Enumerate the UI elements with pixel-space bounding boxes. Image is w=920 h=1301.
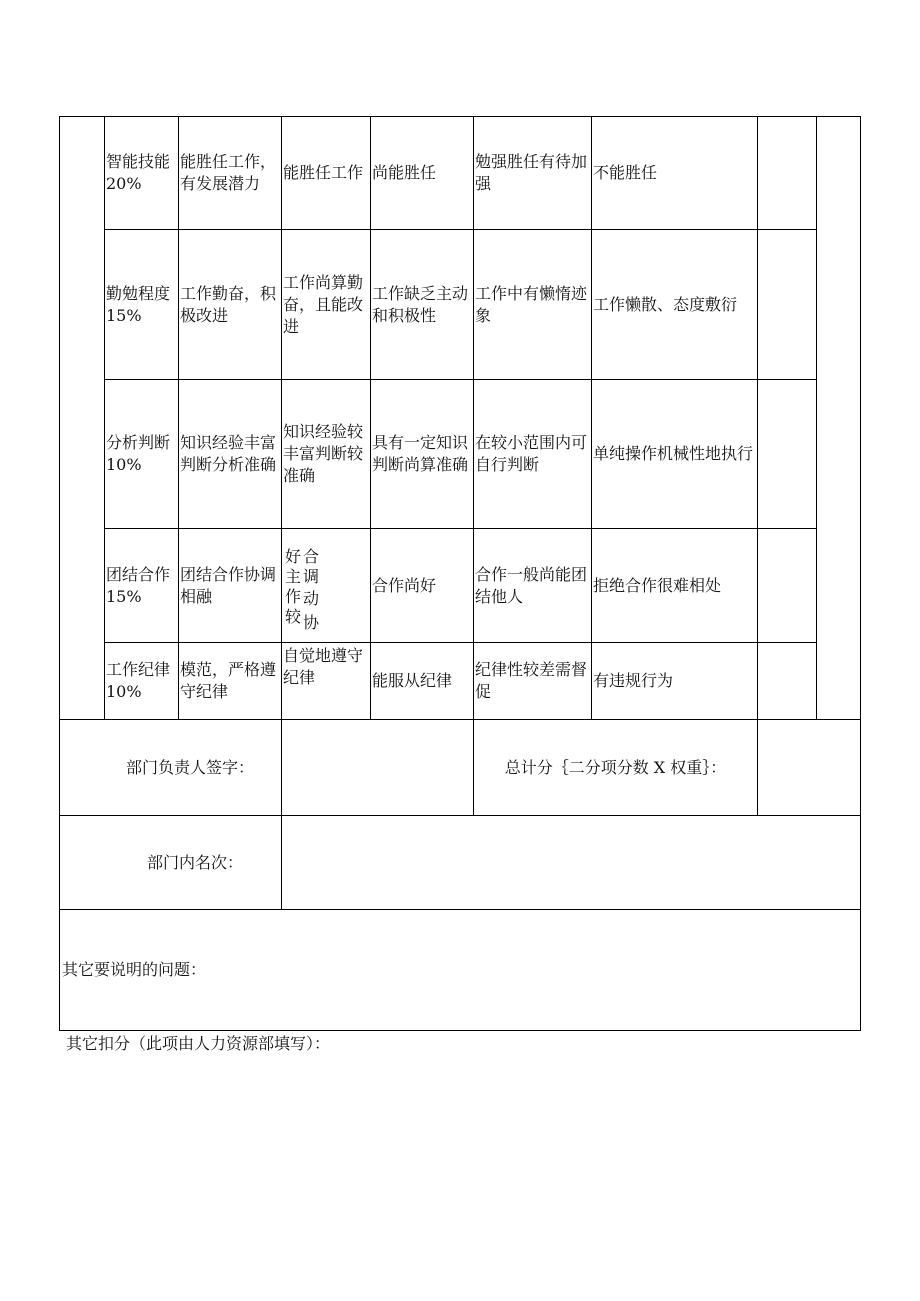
total-score-label-cell xyxy=(474,720,757,815)
scrambled-char: 合 xyxy=(303,547,320,566)
grade-fair-text: 工作缺乏主动和积极性 xyxy=(372,283,469,325)
category-cell xyxy=(106,117,176,229)
grade-cell xyxy=(180,117,278,229)
grade-excellent-text: 模范，严格遵守纪律 xyxy=(180,660,277,701)
grade-fail-text: 单纯操作机械性地执行 xyxy=(593,444,754,463)
dept-rank-label-cell xyxy=(60,816,280,909)
category-label: 工作纪律 10% xyxy=(106,660,171,701)
grade-cell-scrambled xyxy=(283,547,367,642)
grade-poor-text: 合作一般尚能团结他人 xyxy=(475,564,588,606)
grade-cell xyxy=(593,643,753,719)
grade-cell xyxy=(180,380,278,528)
grade-cell xyxy=(283,230,367,379)
grade-cell xyxy=(372,529,470,642)
grade-cell xyxy=(475,529,589,642)
scrambled-char: 作 xyxy=(285,587,302,606)
other-deductions-label: 其它扣分（此项由人力资源部填写）： xyxy=(66,1034,331,1053)
scrambled-char: 调 xyxy=(303,567,320,586)
grade-cell xyxy=(593,529,753,642)
grade-cell xyxy=(593,230,753,379)
grade-cell xyxy=(475,380,589,528)
grade-cell xyxy=(475,117,589,229)
grade-cell xyxy=(180,529,278,642)
grade-poor-text: 纪律性较差需督促 xyxy=(475,660,588,701)
rule-col-d xyxy=(370,116,371,720)
grade-fair-text: 具有一定知识判断尚算准确 xyxy=(372,433,469,474)
grade-poor-text: 工作中有懒惰迹象 xyxy=(475,283,588,325)
manager-sign-field[interactable] xyxy=(282,720,472,815)
scrambled-char: 主 xyxy=(285,567,302,586)
grade-good-text: 知识经验较丰富判断较准确 xyxy=(283,422,364,485)
grade-fail-text: 有违规行为 xyxy=(593,671,674,690)
category-cell xyxy=(106,529,176,642)
grade-fair-text: 合作尚好 xyxy=(372,575,437,595)
rule-col-b xyxy=(178,116,179,720)
other-deductions-note xyxy=(66,1033,666,1057)
grade-cell xyxy=(372,117,470,229)
grade-excellent-text: 团结合作协调相融 xyxy=(180,564,277,606)
total-score-label: 总计分｛二分项分数 X 权重｝： xyxy=(504,757,727,777)
rule-col-c xyxy=(281,116,282,816)
dept-rank-label: 部门内名次： xyxy=(146,852,243,872)
other-issues-label: 其它要说明的问题： xyxy=(62,960,207,979)
rule-bottom xyxy=(59,1030,861,1031)
category-label: 分析判断 10% xyxy=(106,433,171,474)
grade-cell xyxy=(593,380,753,528)
dept-rank-field[interactable] xyxy=(282,816,860,909)
rule-right xyxy=(860,116,861,1031)
rule-col-g xyxy=(757,116,758,816)
other-issues-cell[interactable] xyxy=(62,910,858,1030)
scrambled-char: 动 xyxy=(303,589,320,608)
grade-cell xyxy=(283,645,367,719)
grade-cell xyxy=(475,643,589,719)
grade-cell xyxy=(283,380,367,528)
manager-sign-label: 部门负责人签字： xyxy=(125,757,254,777)
category-cell xyxy=(106,380,176,528)
grade-cell xyxy=(180,230,278,379)
grade-good-text: 能胜任工作 xyxy=(283,163,364,182)
grade-cell xyxy=(283,117,367,229)
grade-fair-text: 能服从纪律 xyxy=(372,671,453,690)
grade-fail-text: 拒绝合作很难相处 xyxy=(593,575,722,595)
grade-cell xyxy=(593,117,753,229)
grade-cell xyxy=(372,380,470,528)
rule-col-f xyxy=(591,116,592,720)
grade-poor-text: 在较小范围内可自行判断 xyxy=(475,433,588,474)
grade-cell xyxy=(372,643,470,719)
grade-fair-text: 尚能胜任 xyxy=(372,163,437,182)
rule-col-e xyxy=(473,116,474,816)
scrambled-char: 较 xyxy=(285,607,302,626)
grade-excellent-text: 能胜任工作，有发展潜力 xyxy=(180,152,277,193)
category-cell xyxy=(106,230,176,379)
rule-col-h xyxy=(816,116,817,720)
grade-cell xyxy=(180,643,278,719)
rule-col-a xyxy=(104,116,105,720)
category-label: 勤勉程度 15% xyxy=(106,283,171,325)
scrambled-char: 好 xyxy=(285,547,302,566)
category-label: 智能技能 20% xyxy=(106,152,171,193)
grade-poor-text: 勉强胜任有待加强 xyxy=(475,152,588,193)
grade-cell xyxy=(475,230,589,379)
grade-fail-text: 工作懒散、态度敷衍 xyxy=(593,294,738,314)
grade-good-text: 自觉地遵守纪律 xyxy=(283,646,364,687)
scrambled-char: 协 xyxy=(303,613,320,632)
category-label: 团结合作 15% xyxy=(106,564,171,606)
category-cell xyxy=(106,643,176,719)
grade-excellent-text: 工作勤奋，积极改进 xyxy=(180,283,277,325)
grade-fail-text: 不能胜任 xyxy=(593,163,658,182)
manager-sign-label-cell xyxy=(60,720,280,815)
total-score-field[interactable] xyxy=(758,720,860,815)
grade-excellent-text: 知识经验丰富判断分析准确 xyxy=(180,433,277,474)
grade-cell xyxy=(372,230,470,379)
grade-good-text: 工作尚算勤奋，且能改进 xyxy=(283,272,364,336)
